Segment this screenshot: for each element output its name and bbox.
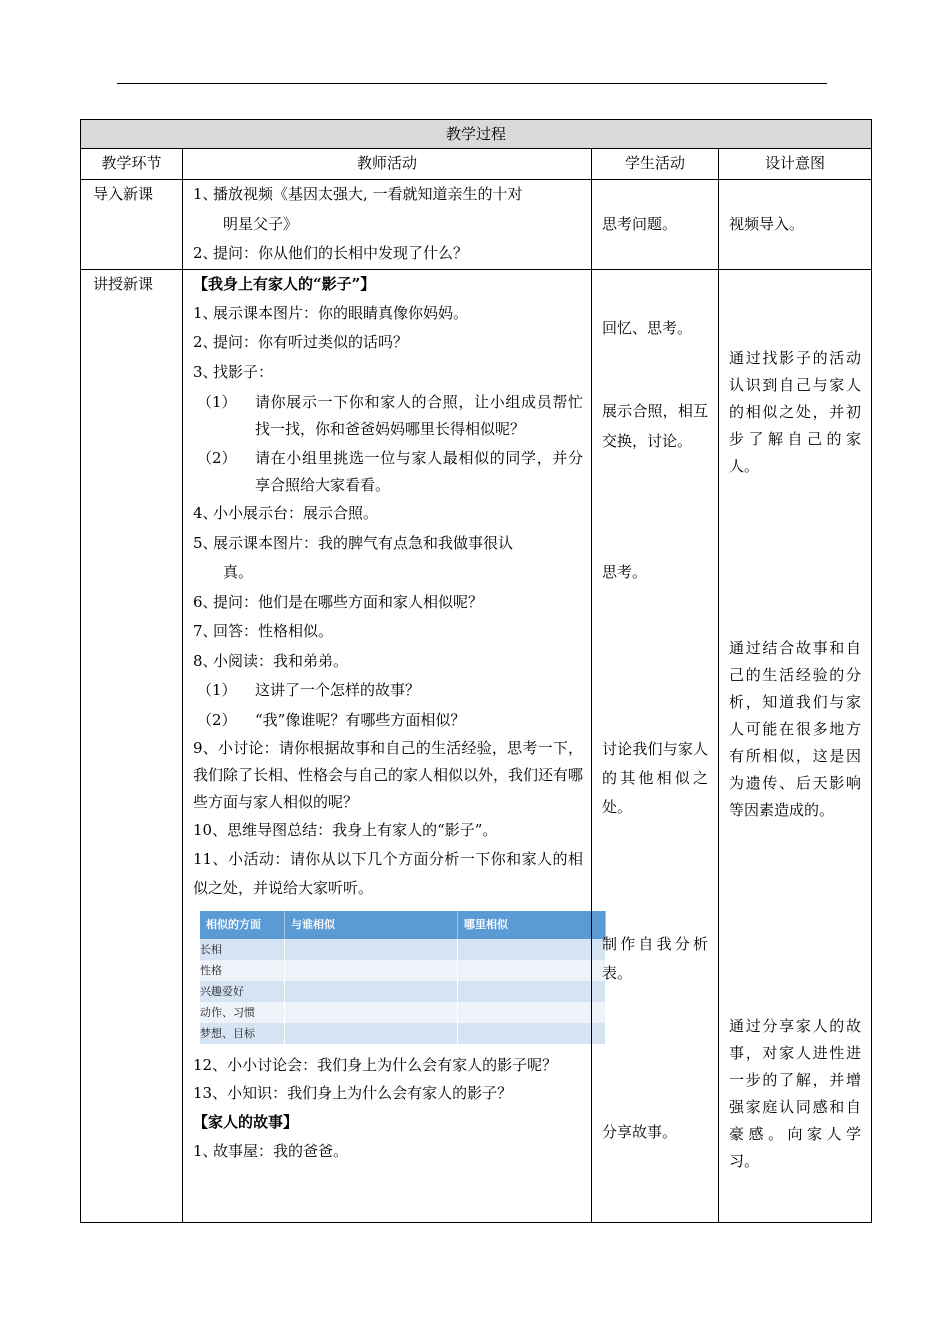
intro-item-2: 2、 提问：你从他们的长相中发现了什么？ bbox=[193, 244, 469, 262]
mini-cell-empty bbox=[458, 1023, 606, 1044]
header-design: 设计意图 bbox=[719, 149, 872, 180]
mini-cell-empty bbox=[458, 960, 606, 981]
student-discuss: 讨论我们与家人的其他相似之处。 bbox=[602, 739, 708, 816]
mini-cell-empty bbox=[285, 939, 458, 960]
lecture-item-10: 10、思维导图总结：我身上有家人的“影子”。 bbox=[193, 821, 498, 839]
stage-lecture: 讲授新课 bbox=[81, 269, 183, 1222]
design-intent-3: 通过分享家人的故事，对家人进性进一步的了解，并增强家庭认同感和自豪感。向家人学习。 bbox=[729, 1016, 862, 1170]
student-share-photo: 展示合照，相互交换，讨论。 bbox=[602, 401, 708, 450]
lecture-item-6: 6、 提问：他们是在哪些方面和家人相似呢？ bbox=[193, 592, 484, 611]
header-student: 学生活动 bbox=[592, 149, 719, 180]
story-item-1: 1、 故事屋：我的爸爸。 bbox=[193, 1142, 349, 1160]
design-intent-1: 通过找影子的活动认识到自己与家人的相似之处，并初步了解自己的家人。 bbox=[729, 348, 862, 475]
student-recall: 回忆、思考。 bbox=[602, 318, 693, 337]
intro-teacher-cell bbox=[183, 180, 592, 270]
lecture-item-5-cont: 真。 bbox=[223, 563, 254, 581]
lecture-item-7: 7、 回答：性格相似。 bbox=[193, 622, 334, 640]
lecture-item-11: 11、小活动：请你从以下几个方面分析一下你和家人的相似之处，并说给大家听听。 bbox=[193, 850, 583, 897]
mini-cell-empty bbox=[458, 981, 606, 1002]
lecture-item-4: 4、 小小展示台：展示合照。 bbox=[193, 504, 379, 522]
section-title-shadow: 【我身上有家人的“影子”】 bbox=[193, 274, 376, 293]
student-share-story: 分享故事。 bbox=[602, 1122, 678, 1141]
mini-header-aspect: 相似的方面 bbox=[200, 911, 285, 939]
lecture-item-5: 5、 展示课本图片：我的脾气有点急和我做事很认 bbox=[193, 533, 514, 552]
lecture-item-9: 9、小讨论：请你根据故事和自己的生活经验，思考一下，我们除了长相、性格会与自己的家人相似以外，我们还有哪些方面与家人相似的呢？ bbox=[193, 739, 584, 811]
design-intent-2: 通过结合故事和自己的生活经验的分析，知道我们与家人可能在很多地方有所相似，这是因为遗传、后天影响等因素造成的。 bbox=[729, 638, 862, 819]
mini-cell-empty bbox=[285, 960, 458, 981]
intro-item-1: 1、 播放视频《基因太强大, 一看就知道亲生的十对 bbox=[193, 185, 523, 203]
mini-row-label: 性格 bbox=[200, 960, 285, 981]
mini-row-label: 梦想、目标 bbox=[200, 1023, 285, 1044]
self-analysis-table bbox=[200, 911, 606, 1044]
lecture-sub-2: （2） 请在小组里挑选一位与家人最相似的同学，并分享合照给大家看看。 bbox=[197, 449, 583, 494]
intro-item-1-cont: 明星父子》 bbox=[223, 214, 299, 233]
mini-cell-empty bbox=[285, 981, 458, 1002]
mini-row-label: 动作、习惯 bbox=[200, 1002, 285, 1023]
student-think: 思考。 bbox=[602, 562, 648, 581]
intro-student: 思考问题。 bbox=[602, 214, 678, 233]
header-teacher: 教师活动 bbox=[183, 149, 592, 180]
intro-design: 视频导入。 bbox=[729, 214, 805, 233]
lecture-item-8: 8、 小阅读：我和弟弟。 bbox=[193, 651, 349, 670]
lecture-item-3: 3、 找影子： bbox=[193, 362, 274, 381]
mini-cell-empty bbox=[458, 939, 606, 960]
header-rule bbox=[117, 83, 827, 84]
intro-student-cell bbox=[592, 180, 719, 270]
lecture-item-1: 1、 展示课本图片：你的眼睛真像你妈妈。 bbox=[193, 303, 469, 322]
student-make-table: 制作自我分析表。 bbox=[602, 934, 708, 982]
stage-intro: 导入新课 bbox=[81, 180, 183, 270]
lecture-sub-3: （1） 这讲了一个怎样的故事？ bbox=[197, 681, 421, 699]
lecture-item-12: 12、小小讨论会：我们身上为什么会有家人的影子呢？ bbox=[193, 1056, 558, 1074]
lecture-teacher-cell bbox=[183, 269, 592, 1222]
teaching-process-table bbox=[80, 119, 872, 1223]
section-title-story: 【家人的故事】 bbox=[193, 1113, 299, 1131]
mini-cell-empty bbox=[285, 1002, 458, 1023]
lecture-item-2: 2、 提问：你有听过类似的话吗？ bbox=[193, 333, 409, 351]
intro-design-cell bbox=[719, 180, 872, 270]
lecture-sub-1: （1） 请你展示一下你和家人的合照，让小组成员帮忙找一找，你和爸爸妈妈哪里长得相似呢？ bbox=[197, 393, 583, 438]
header-stage: 教学环节 bbox=[81, 149, 183, 180]
mini-cell-empty bbox=[285, 1023, 458, 1044]
mini-header-who: 与谁相似 bbox=[285, 911, 458, 939]
mini-row-label: 兴趣爱好 bbox=[200, 981, 285, 1002]
mini-header-where: 哪里相似 bbox=[458, 911, 606, 939]
table-title: 教学过程 bbox=[81, 120, 872, 149]
lecture-student-cell bbox=[592, 269, 719, 1222]
lecture-design-cell bbox=[719, 269, 872, 1222]
lecture-sub-4: （2） “我”像谁呢？有哪些方面相似？ bbox=[197, 710, 466, 729]
mini-cell-empty bbox=[458, 1002, 606, 1023]
mini-row-label: 长相 bbox=[200, 939, 285, 960]
lecture-item-13: 13、小知识：我们身上为什么会有家人的影子？ bbox=[193, 1084, 513, 1102]
